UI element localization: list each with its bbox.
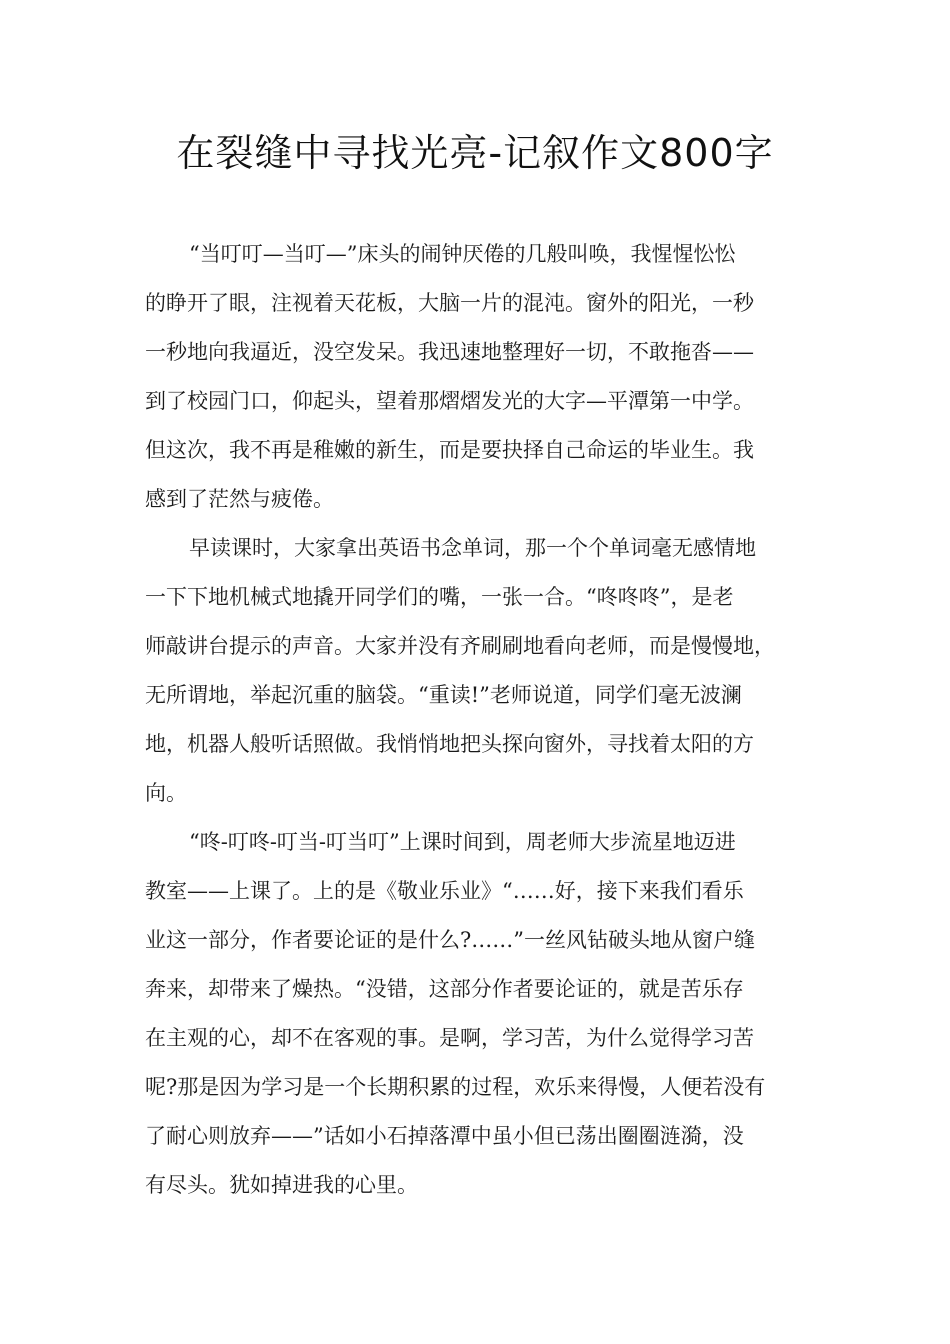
paragraph-line: 呢?那是因为学习是一个长期积累的过程，欢乐来得慢，人便若没有 (145, 1075, 766, 1099)
paragraph-line: 在主观的心，却不在客观的事。是啊，学习苦，为什么觉得学习苦 (145, 1026, 754, 1050)
paragraph-line: 了耐心则放弃——”话如小石掉落潭中虽小但已荡出圈圈涟漪，没 (145, 1124, 744, 1148)
paragraph-line: 一秒地向我逼近，没空发呆。我迅速地整理好一切，不敢拖沓—— (145, 340, 754, 364)
paragraph-line: “咚-叮咚-叮当-叮当叮”上课时间到，周老师大步流星地迈进 (189, 830, 736, 854)
paragraph-line: 奔来，却带来了燥热。“没错，这部分作者要论证的，就是苦乐存 (145, 977, 744, 1001)
paragraph-line: 地，机器人般听话照做。我悄悄地把头探向窗外，寻找着太阳的方 (145, 732, 754, 756)
paragraph-line: 早读课时，大家拿出英语书念单词，那一个个单词毫无感情地 (189, 536, 756, 560)
paragraph-line: 师敲讲台提示的声音。大家并没有齐刷刷地看向老师，而是慢慢地， (145, 634, 775, 658)
paragraph-line: 到了校园门口，仰起头，望着那熠熠发光的大字—平潭第一中学。 (145, 389, 754, 413)
document-body (145, 230, 825, 1210)
paragraph-line: 一下下地机械式地撬开同学们的嘴，一张一合。“咚咚咚”，是老 (145, 585, 734, 609)
paragraph-line: 无所谓地，举起沉重的脑袋。“重读!”老师说道，同学们毫无波澜 (145, 683, 742, 707)
paragraph-line: 但这次，我不再是稚嫩的新生，而是要抉择自己命运的毕业生。我 (145, 438, 754, 462)
paragraph-line: 向。 (145, 781, 187, 805)
paragraph-line: “当叮叮—当叮—”床头的闹钟厌倦的几般叫唤，我惺惺忪忪 (189, 242, 736, 266)
paragraph-line: 教室——上课了。上的是《敬业乐业》“……好，接下来我们看乐 (145, 879, 744, 903)
paragraph-line: 的睁开了眼，注视着天花板，大脑一片的混沌。窗外的阳光，一秒 (145, 291, 754, 315)
paragraph-line: 有尽头。犹如掉进我的心里。 (145, 1173, 418, 1197)
paragraph-1 (145, 230, 825, 524)
paragraph-2 (145, 524, 825, 818)
paragraph-line: 业这一部分，作者要论证的是什么?……”一丝风钻破头地从窗户缝 (145, 928, 755, 952)
paragraph-3 (145, 818, 825, 1210)
paragraph-line: 感到了茫然与疲倦。 (145, 487, 334, 511)
document-title: 在裂缝中寻找光亮-记叙作文800字 (176, 131, 774, 175)
